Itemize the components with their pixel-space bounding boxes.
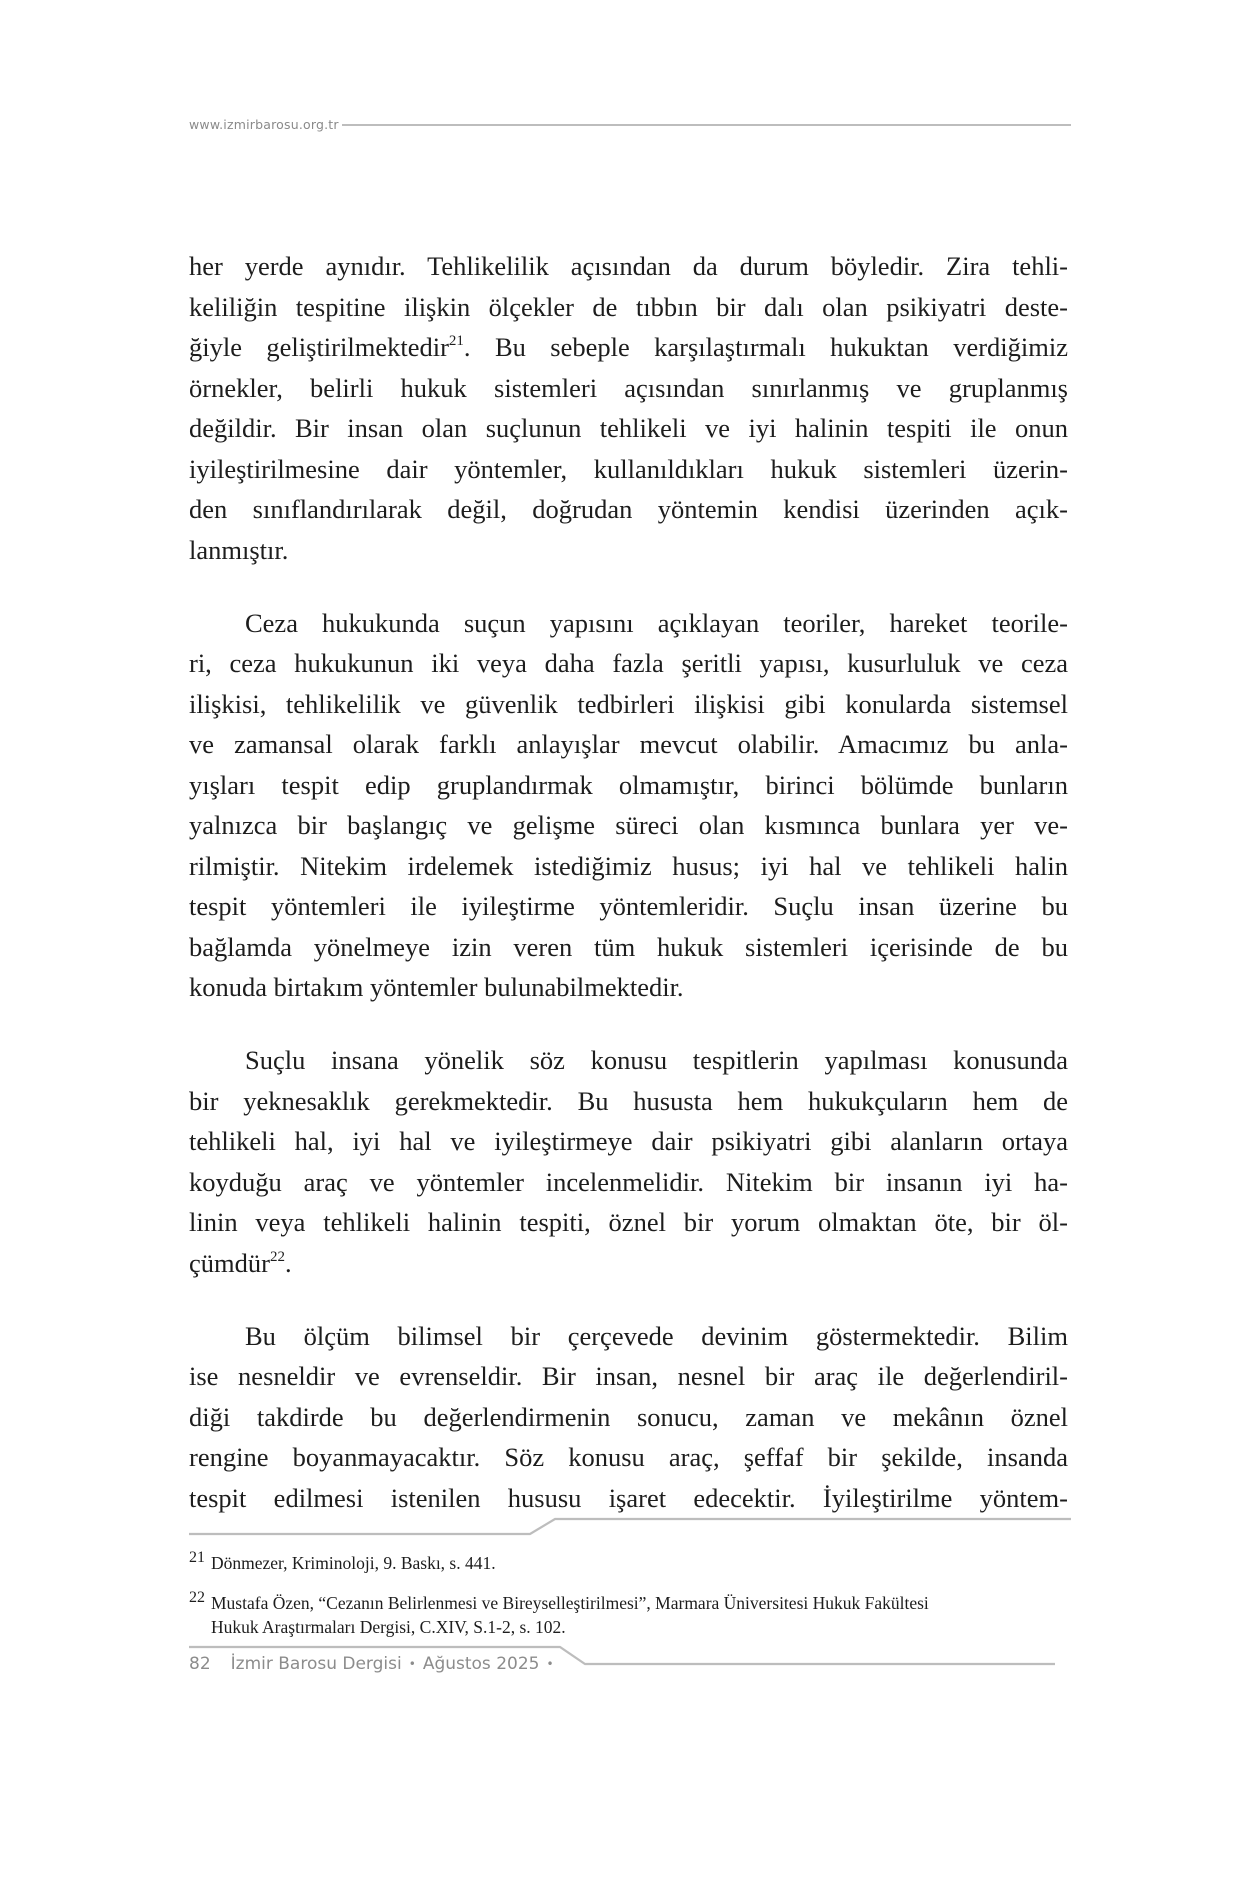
header-rule <box>342 124 1071 126</box>
text-line: Bu ölçüm bilimsel bir çerçevede devinim göstermektedir. Bilim <box>245 1320 1068 1351</box>
text-line: tespit yöntemleri ile iyileştirme yöntemleridir. Suçlu insan üzerine bu <box>189 891 1068 921</box>
text-line: tespit edilmesi istenilen hususu işaret edecektir. İyileştirilme yöntem- <box>189 1482 1068 1513</box>
text-line <box>189 1243 1068 1284</box>
text-line: ve zamansal olarak farklı anlayışlar mevcut olabilir. Amacımız bu anla- <box>189 729 1068 759</box>
text-line: linin veya tehlikeli halinin tespiti, öznel bir yorum olmaktan öte, bir öl- <box>189 1207 1068 1237</box>
text-line: konuda birtakım yöntemler bulunabilmektedir. <box>189 972 684 1002</box>
text-line: her yerde aynıdır. Tehlikelilik açısından da durum böyledir. Zira tehli- <box>189 251 1068 281</box>
footnote-22 <box>189 1591 1071 1639</box>
journal-name: İzmir Barosu Dergisi <box>230 1654 402 1674</box>
text-line: iyileştirilmesine dair yöntemler, kullanıldıkları hukuk sistemleri üzerin- <box>189 453 1068 484</box>
text-line: yışları tespit edip gruplandırmak olmamıştır, birinci bölümde bunların <box>189 769 1068 800</box>
bullet-separator: • <box>546 1657 554 1671</box>
footnote-text: Dönmezer, Kriminoloji, 9. Baskı, s. 441. <box>211 1553 496 1573</box>
bullet-separator: • <box>408 1657 416 1671</box>
text-line: keliliğin tespitine ilişkin ölçekler de tıbbın bir dalı olan psikiyatri deste- <box>189 291 1068 322</box>
header-url[interactable]: www.izmirbarosu.org.tr <box>189 116 339 132</box>
text-line: den sınıflandırılarak değil, doğrudan yöntemin kendisi üzerinden açık- <box>189 494 1068 524</box>
text-line: ilişkisi, tehlikelilik ve güvenlik tedbirleri ilişkisi gibi konularda sistemsel <box>189 688 1068 719</box>
issue-date: Ağustos 2025 <box>422 1654 540 1674</box>
body-text <box>189 246 1068 1551</box>
text-line: ri, ceza hukukunun iki veya daha fazla şeritli yapısı, kusurluluk ve ceza <box>189 648 1068 678</box>
footnote-number: 22 <box>189 1589 205 1606</box>
text-line: bağlamda yönelmeye izin veren tüm hukuk sistemleri içerisinde de bu <box>189 931 1068 962</box>
text-segment: çümdür <box>189 1247 270 1278</box>
text-line: tehlikeli hal, iyi hal ve iyileştirmeye dair psikiyatri gibi alanların ortaya <box>189 1126 1068 1156</box>
text-line: Suçlu insana yönelik söz konusu tespitlerin yapılması konusunda <box>245 1045 1068 1075</box>
text-line: örnekler, belirli hukuk sistemleri açısından sınırlanmış ve gruplanmış <box>189 372 1068 403</box>
footnote-separator <box>189 1514 1071 1538</box>
text-line: değildir. Bir insan olan suçlunun tehlikeli ve iyi halinin tespiti ile onun <box>189 413 1068 443</box>
text-line: Ceza hukukunda suçun yapısını açıklayan teoriler, hareket teorile- <box>245 607 1068 638</box>
paragraph-4 <box>189 1316 1068 1519</box>
footnote-text: Mustafa Özen, “Cezanın Belirlenmesi ve Bireyselleştirilmesi”, Marmara Üniversitesi Hukuk Fakültesi <box>211 1593 929 1613</box>
text-line: yalnızca bir başlangıç ve gelişme süreci olan kısmınca bunlara yer ve- <box>189 810 1068 840</box>
text-segment: . Bu sebeple karşılaştırmalı hukuktan verdiğimiz <box>463 332 1068 362</box>
text-segment: ğiyle geliştirilmektedir <box>189 332 449 362</box>
footnote-ref-21[interactable]: 21 <box>448 333 464 349</box>
page-header <box>189 112 1071 136</box>
page-number: 82 <box>189 1654 211 1674</box>
footnotes <box>189 1551 1071 1655</box>
page-footer <box>189 1650 561 1678</box>
footnote-21 <box>189 1551 1071 1575</box>
paragraph-3 <box>189 1040 1068 1283</box>
footnote-text: Hukuk Araştırmaları Dergisi, C.XIV, S.1-2, s. 102. <box>211 1617 566 1637</box>
text-line: rengine boyanmayacaktır. Söz konusu araç, şeffaf bir şekilde, insanda <box>189 1442 1068 1472</box>
text-line: lanmıştır. <box>189 534 289 565</box>
text-line: diği takdirde bu değerlendirmenin sonucu, zaman ve mekânın öznel <box>189 1401 1068 1432</box>
text-line: rilmiştir. Nitekim irdelemek istediğimiz husus; iyi hal ve tehlikeli halin <box>189 850 1068 881</box>
text-segment: . <box>284 1247 292 1278</box>
text-line: koyduğu araç ve yöntemler incelenmelidir. Nitekim bir insanın iyi ha- <box>189 1166 1068 1197</box>
paragraph-2 <box>189 603 1068 1008</box>
text-line: bir yeknesaklık gerekmektedir. Bu hususta hem hukukçuların hem de <box>189 1085 1068 1116</box>
text-line: ise nesneldir ve evrenseldir. Bir insan, nesnel bir araç ile değerlendiril- <box>189 1361 1068 1391</box>
footnote-number: 21 <box>189 1549 205 1566</box>
footnote-ref-22[interactable]: 22 <box>269 1248 285 1265</box>
text-line <box>189 327 1068 368</box>
paragraph-1 <box>189 246 1068 570</box>
